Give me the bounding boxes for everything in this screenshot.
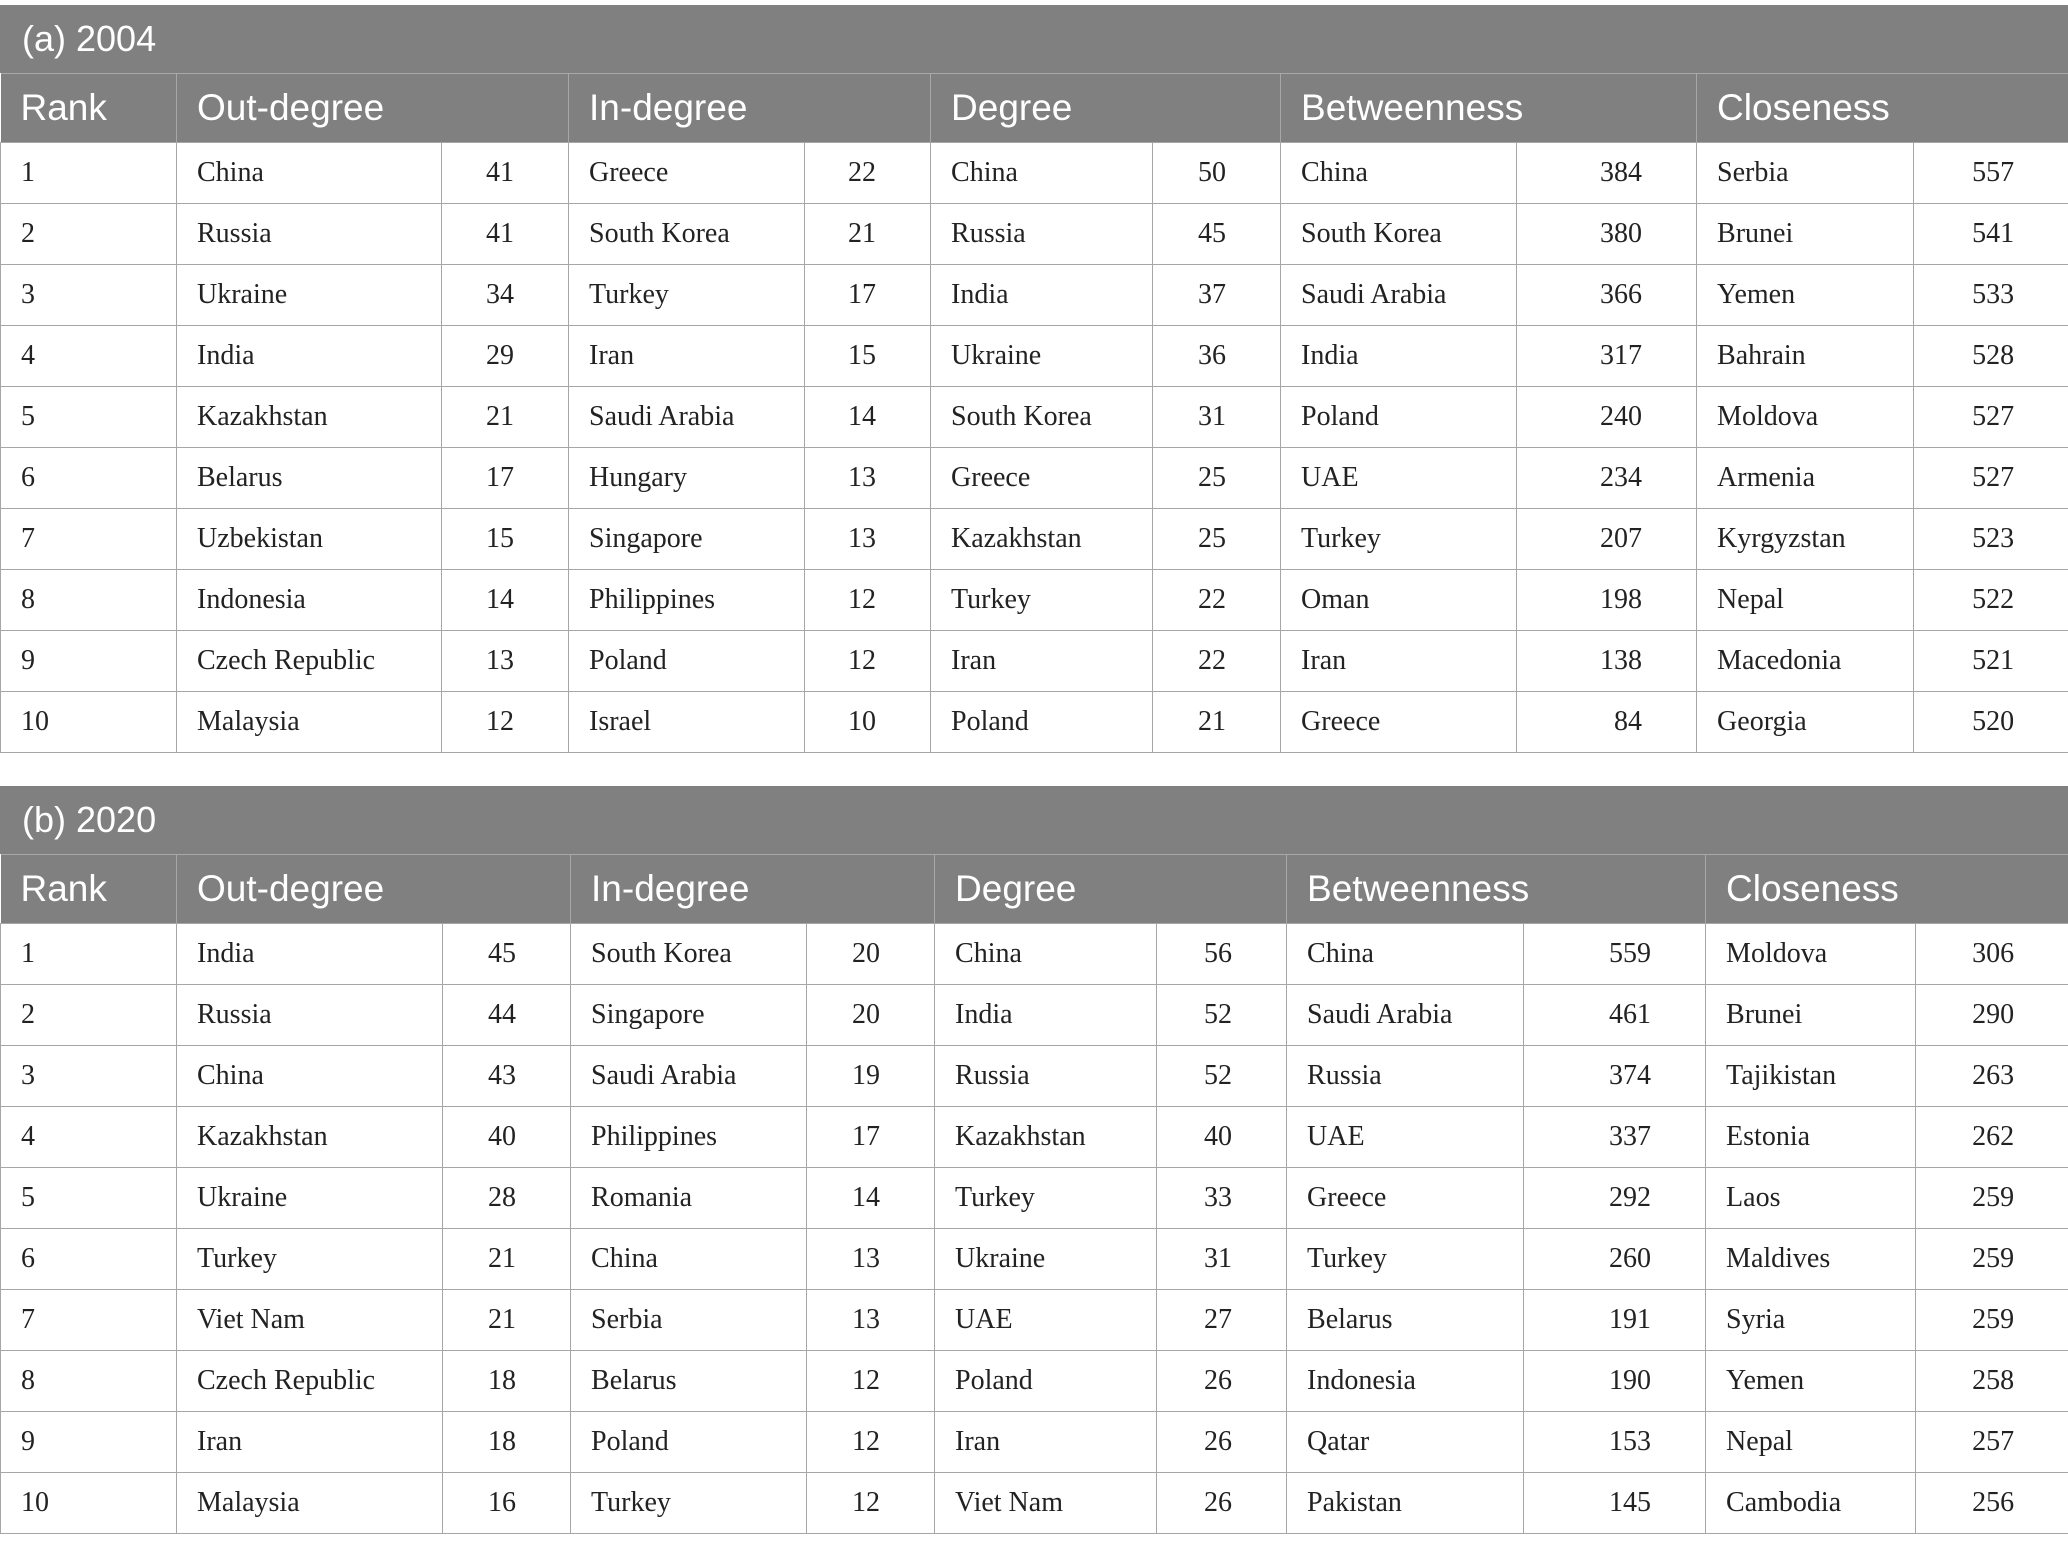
value-cell: 207 (1517, 509, 1697, 570)
table-row (1, 387, 2068, 448)
value-cell: 40 (443, 1107, 571, 1168)
value-cell: 12 (807, 1351, 935, 1412)
header-cell: In-degree (569, 74, 931, 143)
value-cell: 22 (1153, 570, 1281, 631)
rank-cell: 7 (1, 1290, 177, 1351)
rank-cell: 5 (1, 1168, 177, 1229)
value-cell: 528 (1914, 326, 2068, 387)
country-cell: China (177, 1046, 443, 1107)
country-cell: India (935, 985, 1157, 1046)
country-cell: China (935, 924, 1157, 985)
table-row (1, 692, 2068, 753)
country-cell: Russia (177, 985, 443, 1046)
value-cell: 26 (1157, 1473, 1287, 1534)
rank-cell: 4 (1, 1107, 177, 1168)
value-cell: 14 (807, 1168, 935, 1229)
value-cell: 18 (443, 1412, 571, 1473)
value-cell: 21 (1153, 692, 1281, 753)
value-cell: 198 (1517, 570, 1697, 631)
header-cell: Degree (935, 855, 1287, 924)
rank-cell: 9 (1, 1412, 177, 1473)
value-cell: 259 (1916, 1229, 2068, 1290)
table-body (1, 924, 2068, 1534)
value-cell: 258 (1916, 1351, 2068, 1412)
country-cell: Kyrgyzstan (1697, 509, 1914, 570)
value-cell: 337 (1524, 1107, 1706, 1168)
value-cell: 557 (1914, 143, 2068, 204)
table-row (1, 326, 2068, 387)
country-cell: Russia (935, 1046, 1157, 1107)
value-cell: 29 (442, 326, 569, 387)
rank-cell: 3 (1, 1046, 177, 1107)
country-cell: Moldova (1697, 387, 1914, 448)
value-cell: 37 (1153, 265, 1281, 326)
value-cell: 50 (1153, 143, 1281, 204)
value-cell: 19 (807, 1046, 935, 1107)
country-cell: Cambodia (1706, 1473, 1916, 1534)
country-cell: Viet Nam (935, 1473, 1157, 1534)
value-cell: 84 (1517, 692, 1697, 753)
value-cell: 16 (443, 1473, 571, 1534)
country-cell: UAE (935, 1290, 1157, 1351)
country-cell: Belarus (177, 448, 442, 509)
country-cell: Turkey (177, 1229, 443, 1290)
header-cell: Betweenness (1287, 855, 1706, 924)
country-cell: India (177, 924, 443, 985)
country-cell: UAE (1287, 1107, 1524, 1168)
table-row (1, 1473, 2068, 1534)
country-cell: Serbia (1697, 143, 1914, 204)
country-cell: Turkey (935, 1168, 1157, 1229)
value-cell: 17 (442, 448, 569, 509)
country-cell: Malaysia (177, 1473, 443, 1534)
country-cell: Maldives (1706, 1229, 1916, 1290)
country-cell: Kazakhstan (931, 509, 1153, 570)
value-cell: 520 (1914, 692, 2068, 753)
table-row (1, 1412, 2068, 1473)
country-cell: Iran (569, 326, 805, 387)
value-cell: 52 (1157, 985, 1287, 1046)
country-cell: Estonia (1706, 1107, 1916, 1168)
value-cell: 521 (1914, 631, 2068, 692)
country-cell: Hungary (569, 448, 805, 509)
country-cell: Ukraine (177, 265, 442, 326)
table-2020 (0, 786, 2068, 1534)
country-cell: Poland (569, 631, 805, 692)
country-cell: Uzbekistan (177, 509, 442, 570)
country-cell: Israel (569, 692, 805, 753)
country-cell: China (1287, 924, 1524, 985)
rank-cell: 4 (1, 326, 177, 387)
table-row (1, 448, 2068, 509)
value-cell: 27 (1157, 1290, 1287, 1351)
header-cell: Betweenness (1281, 74, 1697, 143)
country-cell: Belarus (571, 1351, 807, 1412)
value-cell: 44 (443, 985, 571, 1046)
country-cell: South Korea (931, 387, 1153, 448)
rank-cell: 8 (1, 570, 177, 631)
value-cell: 18 (443, 1351, 571, 1412)
country-cell: Turkey (571, 1473, 807, 1534)
header-cell: Rank (1, 74, 177, 143)
value-cell: 26 (1157, 1351, 1287, 1412)
country-cell: Turkey (1281, 509, 1517, 570)
country-cell: Kazakhstan (177, 1107, 443, 1168)
country-cell: China (1281, 143, 1517, 204)
value-cell: 240 (1517, 387, 1697, 448)
country-cell: Oman (1281, 570, 1517, 631)
value-cell: 256 (1916, 1473, 2068, 1534)
country-cell: Iran (177, 1412, 443, 1473)
value-cell: 12 (805, 631, 931, 692)
table-row (1, 985, 2068, 1046)
country-cell: Poland (935, 1351, 1157, 1412)
value-cell: 527 (1914, 448, 2068, 509)
value-cell: 13 (805, 448, 931, 509)
value-cell: 33 (1157, 1168, 1287, 1229)
value-cell: 22 (805, 143, 931, 204)
table-row (1, 1351, 2068, 1412)
value-cell: 22 (1153, 631, 1281, 692)
country-cell: Macedonia (1697, 631, 1914, 692)
ranking-table (0, 854, 2068, 1534)
value-cell: 257 (1916, 1412, 2068, 1473)
value-cell: 533 (1914, 265, 2068, 326)
header-cell: In-degree (571, 855, 935, 924)
country-cell: Russia (931, 204, 1153, 265)
table-row (1, 1046, 2068, 1107)
country-cell: Saudi Arabia (1281, 265, 1517, 326)
table-row (1, 631, 2068, 692)
value-cell: 26 (1157, 1412, 1287, 1473)
country-cell: Brunei (1706, 985, 1916, 1046)
table-row (1, 1229, 2068, 1290)
header-row (1, 74, 2068, 143)
table-row (1, 1168, 2068, 1229)
value-cell: 263 (1916, 1046, 2068, 1107)
country-cell: Nepal (1697, 570, 1914, 631)
value-cell: 384 (1517, 143, 1697, 204)
value-cell: 14 (442, 570, 569, 631)
value-cell: 262 (1916, 1107, 2068, 1168)
country-cell: Philippines (571, 1107, 807, 1168)
country-cell: Armenia (1697, 448, 1914, 509)
value-cell: 45 (443, 924, 571, 985)
value-cell: 522 (1914, 570, 2068, 631)
value-cell: 36 (1153, 326, 1281, 387)
rank-cell: 3 (1, 265, 177, 326)
country-cell: Kazakhstan (935, 1107, 1157, 1168)
value-cell: 45 (1153, 204, 1281, 265)
country-cell: Viet Nam (177, 1290, 443, 1351)
value-cell: 34 (442, 265, 569, 326)
table-row (1, 1107, 2068, 1168)
table-row (1, 265, 2068, 326)
country-cell: South Korea (1281, 204, 1517, 265)
value-cell: 56 (1157, 924, 1287, 985)
country-cell: Czech Republic (177, 631, 442, 692)
value-cell: 12 (805, 570, 931, 631)
country-cell: Kazakhstan (177, 387, 442, 448)
value-cell: 259 (1916, 1168, 2068, 1229)
value-cell: 40 (1157, 1107, 1287, 1168)
value-cell: 13 (805, 509, 931, 570)
country-cell: Saudi Arabia (1287, 985, 1524, 1046)
country-cell: Czech Republic (177, 1351, 443, 1412)
rank-cell: 2 (1, 985, 177, 1046)
country-cell: Ukraine (177, 1168, 443, 1229)
value-cell: 21 (443, 1229, 571, 1290)
country-cell: Turkey (569, 265, 805, 326)
value-cell: 380 (1517, 204, 1697, 265)
value-cell: 17 (805, 265, 931, 326)
value-cell: 290 (1916, 985, 2068, 1046)
country-cell: Romania (571, 1168, 807, 1229)
rank-cell: 7 (1, 509, 177, 570)
value-cell: 366 (1517, 265, 1697, 326)
country-cell: Greece (1287, 1168, 1524, 1229)
table-body (1, 143, 2068, 753)
value-cell: 52 (1157, 1046, 1287, 1107)
country-cell: Belarus (1287, 1290, 1524, 1351)
rank-cell: 10 (1, 692, 177, 753)
value-cell: 461 (1524, 985, 1706, 1046)
value-cell: 12 (442, 692, 569, 753)
value-cell: 28 (443, 1168, 571, 1229)
value-cell: 527 (1914, 387, 2068, 448)
value-cell: 559 (1524, 924, 1706, 985)
country-cell: Turkey (1287, 1229, 1524, 1290)
country-cell: Malaysia (177, 692, 442, 753)
header-cell: Closeness (1697, 74, 2068, 143)
ranking-table (0, 73, 2068, 753)
table-2004 (0, 5, 2068, 753)
value-cell: 20 (807, 924, 935, 985)
value-cell: 21 (805, 204, 931, 265)
value-cell: 374 (1524, 1046, 1706, 1107)
country-cell: Poland (1281, 387, 1517, 448)
country-cell: Moldova (1706, 924, 1916, 985)
value-cell: 541 (1914, 204, 2068, 265)
country-cell: Bahrain (1697, 326, 1914, 387)
country-cell: Singapore (569, 509, 805, 570)
value-cell: 13 (807, 1229, 935, 1290)
value-cell: 138 (1517, 631, 1697, 692)
value-cell: 21 (443, 1290, 571, 1351)
rank-cell: 6 (1, 1229, 177, 1290)
value-cell: 31 (1153, 387, 1281, 448)
rank-cell: 6 (1, 448, 177, 509)
value-cell: 523 (1914, 509, 2068, 570)
country-cell: Qatar (1287, 1412, 1524, 1473)
value-cell: 15 (805, 326, 931, 387)
table-row (1, 509, 2068, 570)
value-cell: 25 (1153, 509, 1281, 570)
value-cell: 259 (1916, 1290, 2068, 1351)
rank-cell: 5 (1, 387, 177, 448)
country-cell: India (177, 326, 442, 387)
country-cell: Iran (1281, 631, 1517, 692)
value-cell: 306 (1916, 924, 2068, 985)
value-cell: 13 (442, 631, 569, 692)
country-cell: Serbia (571, 1290, 807, 1351)
table-caption: (b) 2020 (0, 786, 2068, 854)
value-cell: 190 (1524, 1351, 1706, 1412)
country-cell: Yemen (1706, 1351, 1916, 1412)
table-row (1, 924, 2068, 985)
header-cell: Rank (1, 855, 177, 924)
value-cell: 31 (1157, 1229, 1287, 1290)
header-cell: Out-degree (177, 855, 571, 924)
value-cell: 145 (1524, 1473, 1706, 1534)
country-cell: Greece (1281, 692, 1517, 753)
value-cell: 17 (807, 1107, 935, 1168)
header-row (1, 855, 2068, 924)
value-cell: 234 (1517, 448, 1697, 509)
country-cell: Poland (931, 692, 1153, 753)
rank-cell: 8 (1, 1351, 177, 1412)
value-cell: 41 (442, 143, 569, 204)
country-cell: Philippines (569, 570, 805, 631)
rank-cell: 1 (1, 143, 177, 204)
country-cell: Russia (177, 204, 442, 265)
value-cell: 191 (1524, 1290, 1706, 1351)
country-cell: South Korea (571, 924, 807, 985)
table-row (1, 143, 2068, 204)
value-cell: 10 (805, 692, 931, 753)
table-caption: (a) 2004 (0, 5, 2068, 73)
country-cell: Nepal (1706, 1412, 1916, 1473)
country-cell: China (177, 143, 442, 204)
value-cell: 15 (442, 509, 569, 570)
country-cell: Tajikistan (1706, 1046, 1916, 1107)
value-cell: 13 (807, 1290, 935, 1351)
country-cell: Pakistan (1287, 1473, 1524, 1534)
country-cell: Laos (1706, 1168, 1916, 1229)
value-cell: 41 (442, 204, 569, 265)
rank-cell: 9 (1, 631, 177, 692)
table-row (1, 570, 2068, 631)
country-cell: Ukraine (935, 1229, 1157, 1290)
country-cell: Russia (1287, 1046, 1524, 1107)
header-cell: Degree (931, 74, 1281, 143)
value-cell: 260 (1524, 1229, 1706, 1290)
country-cell: Greece (931, 448, 1153, 509)
country-cell: Poland (571, 1412, 807, 1473)
country-cell: China (571, 1229, 807, 1290)
country-cell: Iran (935, 1412, 1157, 1473)
header-cell: Out-degree (177, 74, 569, 143)
country-cell: Brunei (1697, 204, 1914, 265)
value-cell: 14 (805, 387, 931, 448)
country-cell: Georgia (1697, 692, 1914, 753)
country-cell: Singapore (571, 985, 807, 1046)
value-cell: 21 (442, 387, 569, 448)
value-cell: 12 (807, 1473, 935, 1534)
country-cell: Ukraine (931, 326, 1153, 387)
country-cell: Saudi Arabia (569, 387, 805, 448)
country-cell: Indonesia (177, 570, 442, 631)
country-cell: Yemen (1697, 265, 1914, 326)
table-row (1, 204, 2068, 265)
country-cell: China (931, 143, 1153, 204)
value-cell: 317 (1517, 326, 1697, 387)
country-cell: Greece (569, 143, 805, 204)
table-row (1, 1290, 2068, 1351)
value-cell: 153 (1524, 1412, 1706, 1473)
country-cell: Indonesia (1287, 1351, 1524, 1412)
country-cell: Iran (931, 631, 1153, 692)
country-cell: Turkey (931, 570, 1153, 631)
country-cell: Saudi Arabia (571, 1046, 807, 1107)
country-cell: South Korea (569, 204, 805, 265)
value-cell: 43 (443, 1046, 571, 1107)
country-cell: India (1281, 326, 1517, 387)
value-cell: 20 (807, 985, 935, 1046)
country-cell: Syria (1706, 1290, 1916, 1351)
rank-cell: 2 (1, 204, 177, 265)
rank-cell: 10 (1, 1473, 177, 1534)
rank-cell: 1 (1, 924, 177, 985)
country-cell: India (931, 265, 1153, 326)
country-cell: UAE (1281, 448, 1517, 509)
header-cell: Closeness (1706, 855, 2068, 924)
value-cell: 12 (807, 1412, 935, 1473)
value-cell: 292 (1524, 1168, 1706, 1229)
value-cell: 25 (1153, 448, 1281, 509)
